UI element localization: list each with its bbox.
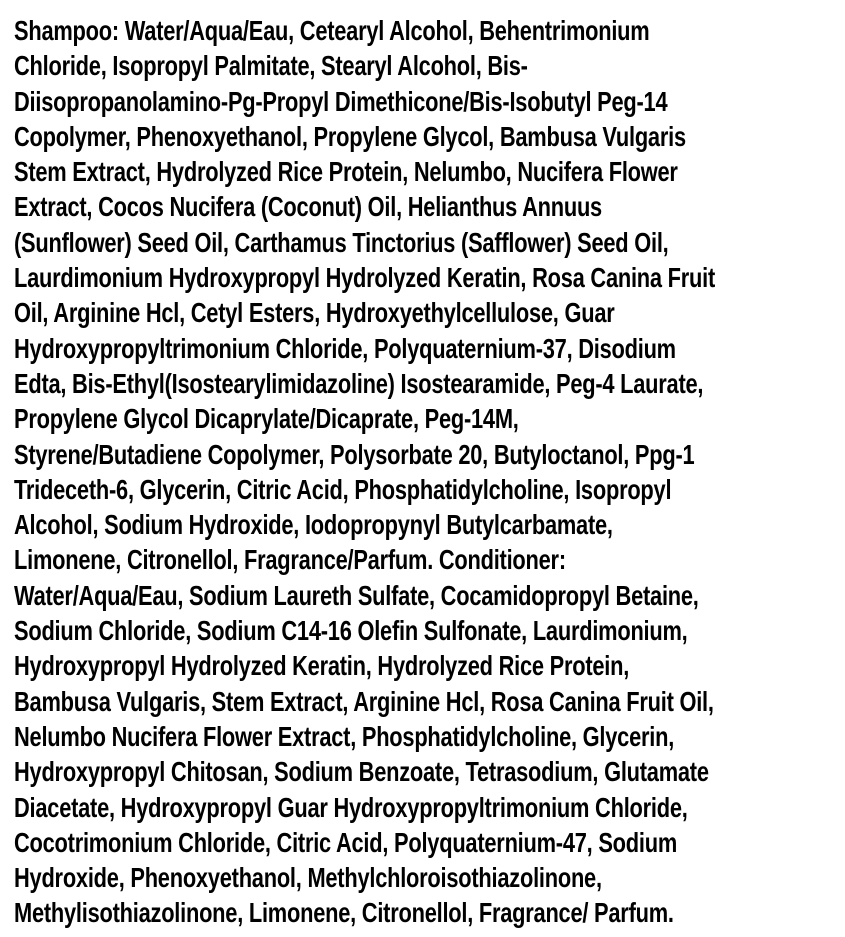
ingredient-line: Stem Extract, Hydrolyzed Rice Protein, Nelumbo, Nucifera Flower <box>14 156 678 188</box>
ingredient-line: Trideceth-6, Glycerin, Citric Acid, Phosphatidylcholine, Isopropyl <box>14 473 672 505</box>
ingredient-line: Diisopropanolamino-Pg-Propyl Dimethicone/Bis-Isobutyl Peg-14 <box>14 85 668 117</box>
ingredient-line: Copolymer, Phenoxyethanol, Propylene Glycol, Bambusa Vulgaris <box>14 120 686 152</box>
ingredient-line: Water/Aqua/Eau, Sodium Laureth Sulfate, Cocamidopropyl Betaine, <box>14 579 699 611</box>
ingredient-line: Hydroxypropyltrimonium Chloride, Polyquaternium-37, Disodium <box>14 332 676 364</box>
ingredient-line: Hydroxypropyl Chitosan, Sodium Benzoate, Tetrasodium, Glutamate <box>14 756 709 788</box>
ingredient-line: Sodium Chloride, Sodium C14-16 Olefin Sulfonate, Laurdimonium, <box>14 615 688 647</box>
ingredient-line: Hydroxide, Phenoxyethanol, Methylchloroisothiazolinone, <box>14 862 602 894</box>
ingredient-line: Methylisothiazolinone, Limonene, Citronellol, Fragrance/ Parfum. <box>14 897 674 929</box>
ingredient-line: Nelumbo Nucifera Flower Extract, Phosphatidylcholine, Glycerin, <box>14 720 675 752</box>
ingredient-line: Hydroxypropyl Hydrolyzed Keratin, Hydrolyzed Rice Protein, <box>14 650 630 682</box>
ingredient-line: Bambusa Vulgaris, Stem Extract, Arginine Hcl, Rosa Canina Fruit Oil, <box>14 685 714 717</box>
ingredient-line: Styrene/Butadiene Copolymer, Polysorbate 20, Butyloctanol, Ppg-1 <box>14 438 695 470</box>
ingredient-line: Chloride, Isopropyl Palmitate, Stearyl Alcohol, Bis- <box>14 50 528 82</box>
ingredient-line: Limonene, Citronellol, Fragrance/Parfum. Conditioner: <box>14 544 566 576</box>
ingredient-line: Propylene Glycol Dicaprylate/Dicaprate, Peg-14M, <box>14 403 519 435</box>
ingredient-line: Cocotrimonium Chloride, Citric Acid, Polyquaternium-47, Sodium <box>14 826 678 858</box>
ingredient-line: Laurdimonium Hydroxypropyl Hydrolyzed Keratin, Rosa Canina Fruit <box>14 262 716 294</box>
ingredient-line: (Sunflower) Seed Oil, Carthamus Tinctorius (Safflower) Seed Oil, <box>14 226 669 258</box>
ingredient-line: Diacetate, Hydroxypropyl Guar Hydroxypropyltrimonium Chloride, <box>14 791 688 823</box>
ingredient-line: Oil, Arginine Hcl, Cetyl Esters, Hydroxyethylcellulose, Guar <box>14 297 615 329</box>
ingredient-line: Alcohol, Sodium Hydroxide, Iodopropynyl Butylcarbamate, <box>14 509 613 541</box>
ingredient-line: Extract, Cocos Nucifera (Coconut) Oil, Helianthus Annuus <box>14 191 602 223</box>
ingredient-line: Shampoo: Water/Aqua/Eau, Cetearyl Alcohol, Behentrimonium <box>14 15 650 46</box>
ingredient-line: Edta, Bis-Ethyl(Isostearylimidazoline) Isostearamide, Peg-4 Laurate, <box>14 367 704 399</box>
